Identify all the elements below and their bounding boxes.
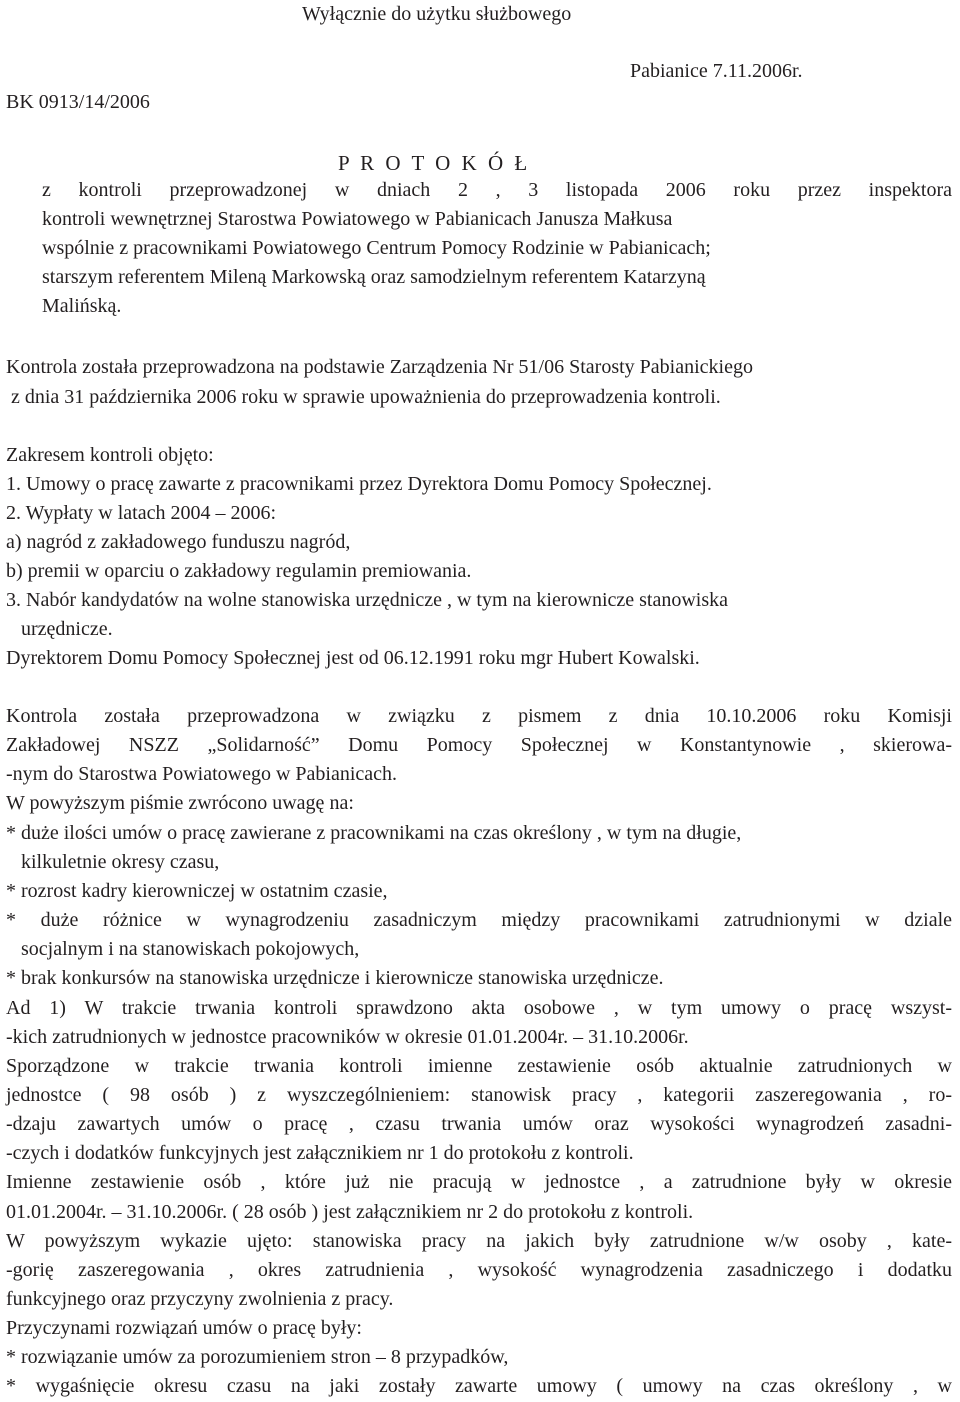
text-line: z kontroli przeprowadzonej w dniach 2 , 3 listopada 2006 roku przez inspektora bbox=[42, 179, 952, 201]
text-line: b) premii w oparciu o zakładowy regulamin premiowania. bbox=[6, 560, 472, 582]
text-line: -gorię zaszeregowania , okres zatrudnienia , wysokość wynagrodzenia zasadniczego i dodatku bbox=[6, 1258, 952, 1281]
text-line: Sporządzone w trakcie trwania kontroli imienne zestawienie osób aktualnie zatrudnionych w bbox=[6, 1054, 952, 1077]
text-line: kontroli wewnętrznej Starostwa Powiatowego w Pabianicach Janusza Małkusa bbox=[42, 208, 673, 230]
text-line: * duże ilości umów o pracę zawierane z pracownikami na czas określony , w tym na długie, bbox=[6, 821, 742, 844]
place-date: Pabianice 7.11.2006r. bbox=[630, 60, 803, 82]
text-line: W powyższym piśmie zwrócono uwagę na: bbox=[6, 792, 354, 815]
text-line: Ad 1) W trakcie trwania kontroli sprawdzono akta osobowe , w tym umowy o pracę wszyst- bbox=[6, 996, 952, 1019]
text-line: -kich zatrudnionych w jednostce pracowników w okresie 01.01.2004r. – 31.10.2006r. bbox=[6, 1025, 689, 1048]
text-line: Przyczynami rozwiązań umów o pracę były: bbox=[6, 1317, 362, 1340]
text-line: wspólnie z pracownikami Powiatowego Centrum Pomocy Rodzinie w Pabianicach; bbox=[42, 237, 711, 259]
text-line: -dzaju zawartych umów o pracę , czasu trwania umów oraz wysokości wynagrodzeń zasadni- bbox=[6, 1113, 952, 1136]
text-line: Malińską. bbox=[42, 295, 122, 317]
text-line: Zakładowej NSZZ „Solidarność” Domu Pomocy Społecznej w Konstantynowie , skierowa- bbox=[6, 734, 952, 757]
text-line: Dyrektorem Domu Pomocy Społecznej jest od 06.12.1991 roku mgr Hubert Kowalski. bbox=[6, 647, 700, 669]
classification-header: Wyłącznie do użytku służbowego bbox=[302, 3, 572, 25]
text-line: * brak konkursów na stanowiska urzędnicze i kierownicze stanowiska urzędnicze. bbox=[6, 967, 664, 990]
text-line: 2. Wypłaty w latach 2004 – 2006: bbox=[6, 502, 277, 524]
text-line: jednostce ( 98 osób ) z wyszczególnieniem: stanowisk pracy , kategorii zaszeregowania , ro- bbox=[6, 1083, 952, 1106]
text-line: socjalnym i na stanowiskach pokojowych, bbox=[6, 938, 360, 961]
text-line: funkcyjnego oraz przyczyny zwolnienia z pracy. bbox=[6, 1288, 394, 1310]
text-line: Imienne zestawienie osób , które już nie pracują w jednostce , a zatrudnione były w okresie bbox=[6, 1171, 952, 1194]
text-line: -czych i dodatków funkcyjnych jest załącznikiem nr 1 do protokołu z kontroli. bbox=[6, 1142, 634, 1165]
text-line: * rozwiązanie umów za porozumieniem stron – 8 przypadków, bbox=[6, 1346, 509, 1369]
text-line: Kontrola została przeprowadzona na podstawie Zarządzenia Nr 51/06 Starosty Pabianickiego bbox=[6, 356, 753, 378]
reference-number: BK 0913/14/2006 bbox=[6, 91, 150, 113]
text-line: Kontrola została przeprowadzona w związku z pismem z dnia 10.10.2006 roku Komisji bbox=[6, 705, 952, 727]
text-line: * wygaśnięcie okresu czasu na jaki zostały zawarte umowy ( umowy na czas określony , w bbox=[6, 1375, 952, 1398]
text-line: 1. Umowy o pracę zawarte z pracownikami przez Dyrektora Domu Pomocy Społecznej. bbox=[6, 473, 712, 495]
text-line: 3. Nabór kandydatów na wolne stanowiska urzędnicze , w tym na kierownicze stanowiska bbox=[6, 589, 729, 611]
text-line: 01.01.2004r. – 31.10.2006r. ( 28 osób ) jest załącznikiem nr 2 do protokołu z kontroli. bbox=[6, 1200, 694, 1223]
text-line: -nym do Starostwa Powiatowego w Pabianicach. bbox=[6, 763, 398, 786]
text-line: urzędnicze. bbox=[6, 618, 113, 640]
text-line: * rozrost kadry kierowniczej w ostatnim czasie, bbox=[6, 879, 388, 902]
text-line: a) nagród z zakładowego funduszu nagród, bbox=[6, 531, 351, 553]
text-line: Zakresem kontroli objęto: bbox=[6, 444, 214, 466]
text-line: * duże różnice w wynagrodzeniu zasadniczym między pracownikami zatrudnionymi w dziale bbox=[6, 909, 952, 932]
text-line: kilkuletnie okresy czasu, bbox=[6, 850, 220, 873]
document-title: P R O T O K Ó Ł bbox=[338, 151, 531, 175]
text-line: z dnia 31 października 2006 roku w sprawie upoważnienia do przeprowadzenia kontroli. bbox=[6, 386, 721, 408]
text-line: starszym referentem Mileną Markowską oraz samodzielnym referentem Katarzyną bbox=[42, 266, 706, 288]
text-line: W powyższym wykazie ujęto: stanowiska pracy na jakich były zatrudnione w/w osoby , kate- bbox=[6, 1229, 952, 1252]
